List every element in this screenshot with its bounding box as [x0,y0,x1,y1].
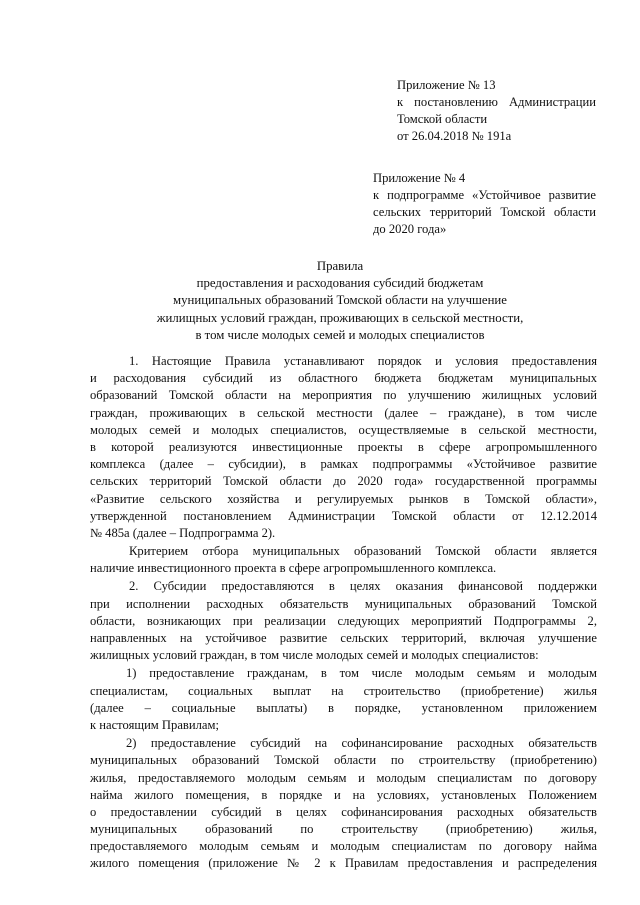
text-line: о предоставлении субсидий в целях софинансирования расходных обязательств [90,804,597,819]
text-line: № 485а (далее – Подпрограмма 2). [90,525,276,540]
text-line: жилого помещения (приложение № 2 к Правилам предоставления и распределения [90,856,597,871]
text-line: муниципальных образований Томской области по строительству (приобретению) [90,753,597,768]
title-line: Правила [316,259,364,273]
text-line: при исполнении расходных обязательств муниципальных образований Томской [90,596,597,611]
text-line: Критерием отбора муниципальных образований Томской области является [129,544,597,559]
annex-13-number: Приложение № 13 [397,78,496,92]
text-line: муниципальных образований по строительству (приобретению) жилья, [90,822,597,837]
text-line: утвержденной постановлением Администрации Томской области от 12.12.2014 [90,508,597,523]
annex-13-date: от 26.04.2018 № 191а [397,129,512,143]
paragraph-2 [90,578,597,664]
text-line: 1) предоставление гражданам, в том числе молодым семьям и молодым [126,666,597,681]
paragraph-item-2 [90,735,597,873]
annex-13-header [397,77,596,145]
text-line: и расходования субсидий из областного бюджета бюджетам муниципальных [90,371,597,386]
document-title [90,258,590,344]
annex-13-authority: Томской области [397,112,488,126]
annex-4-number: Приложение № 4 [373,171,466,185]
text-line: жилищных условий граждан, в том числе молодых семей и молодых специалистов: [90,648,539,663]
paragraph-criterion [90,543,597,577]
text-line: (далее – социальные выплаты) в порядке, установленном приложением [90,700,597,715]
annex-4-header [373,170,596,238]
annex-4-reference: к подпрограмме «Устойчивое развитие [373,188,596,202]
text-line: молодых семей и молодых специалистов, осуществляемые в сельской местности, [90,422,597,437]
text-line: наличие инвестиционного проекта в сфере агропромышленного комплекса. [90,561,497,576]
annex-13-reference: к постановлению Администрации [397,95,596,109]
text-line: 2) предоставление субсидий на софинансирование расходных обязательств [126,736,597,751]
annex-4-reference-end: до 2020 года» [373,222,447,236]
title-line: в том числе молодых семей и молодых специалистов [195,327,485,342]
text-line: «Развитие сельского хозяйства и регулируемых рынков в Томской области», [90,491,597,506]
text-line: жилья, предоставляемого молодым семьям и молодым специалистам по договору [90,770,597,785]
text-line: граждан, проживающих в сельской местности (далее – граждане), в том числе [90,405,597,420]
text-line: направленных на устойчивое развитие сельских территорий, включая улучшение [90,631,597,645]
text-line: в которой реализуются инвестиционные проекты в сфере агропромышленного [90,439,597,454]
text-line: специалистам, социальных выплат на строительство (приобретение) жилья [90,683,597,698]
text-line: комплекса (далее – субсидии), в рамках подпрограммы «Устойчивое развитие [90,457,597,472]
document-body [90,353,597,873]
paragraph-1 [90,353,597,542]
text-line: 2. Субсидии предоставляются в целях оказания финансовой поддержки [129,579,597,594]
text-line: образований Томской области на мероприятия по улучшению жилищных условий [90,388,597,403]
text-line: найма жилого помещения, в порядке и на условиях, установленых Положением [90,787,597,802]
text-line: к настоящим Правилам; [90,717,219,732]
text-line: сельских территорий Томской области до 2020 года» государственной программы [90,474,597,489]
text-line: предоставляемого молодым семьям и молодым специалистам по договору найма [90,839,597,854]
annex-4-reference-cont: сельских территорий Томской области [373,205,596,219]
title-line: жилищных условий граждан, проживающих в сельской местности, [156,310,524,325]
title-line: муниципальных образований Томской области на улучшение [173,293,507,308]
paragraph-item-1 [90,665,597,734]
text-line: области, возникающих при реализации следующих мероприятий Подпрограммы 2, [90,613,597,628]
text-line: 1. Настоящие Правила устанавливают порядок и условия предоставления [129,354,597,368]
title-line: предоставления и расходования субсидий бюджетам [196,276,484,291]
